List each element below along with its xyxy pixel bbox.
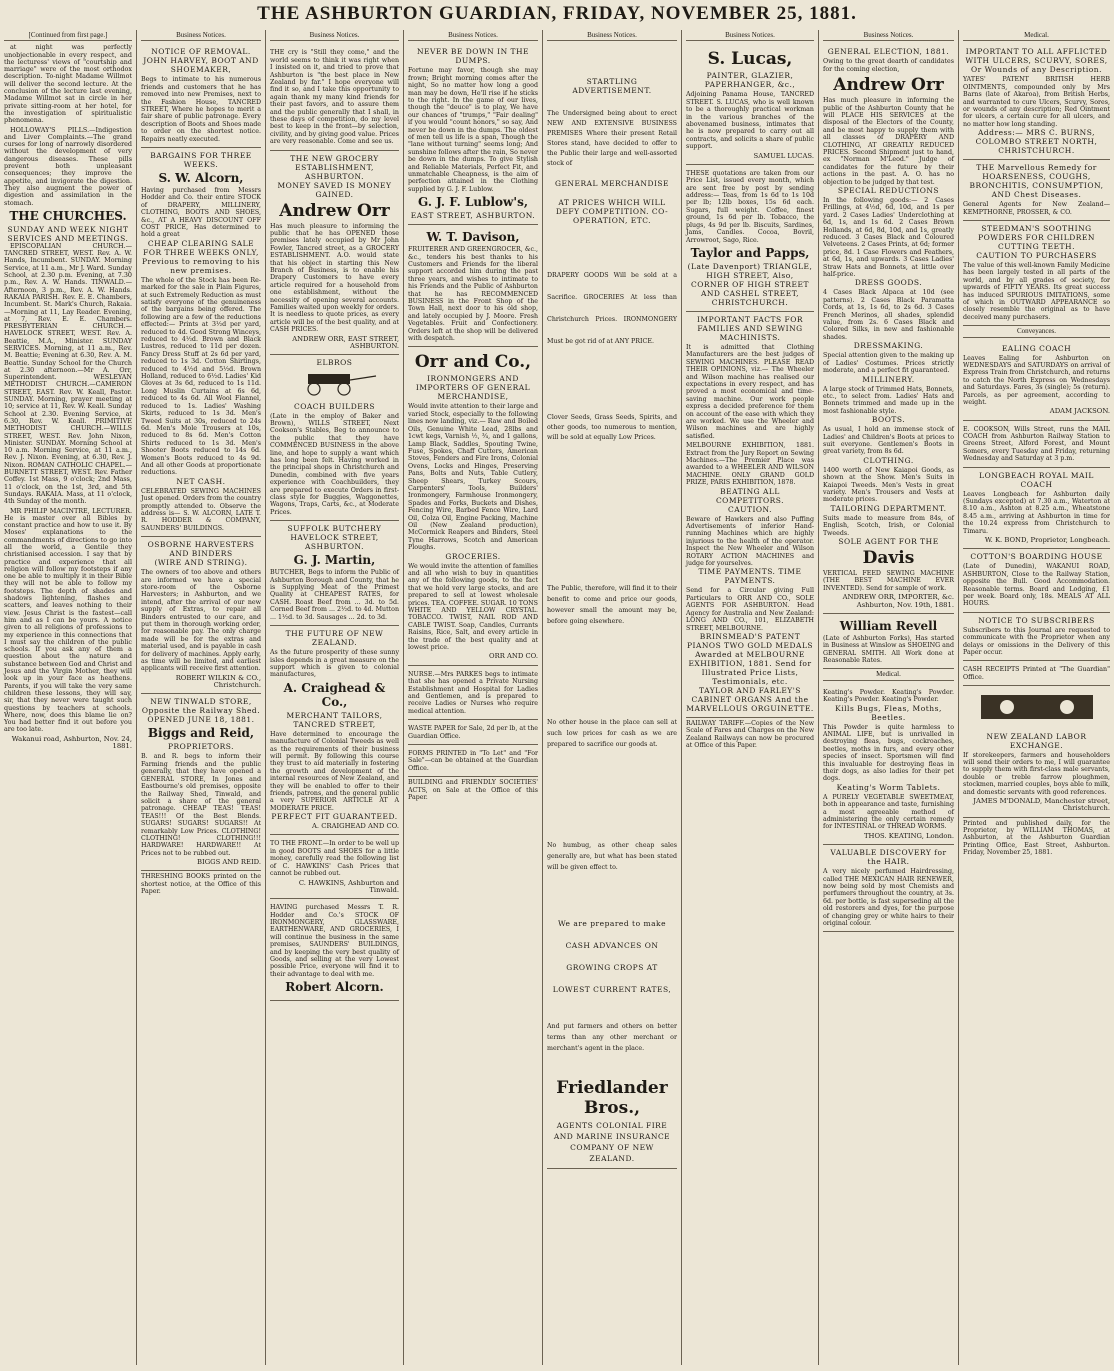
ad-friedlander [547,44,677,1169]
ad-elbros [270,355,399,521]
ad-longbeach [963,468,1110,550]
ad-subheading: Kills Bugs, Fleas, Moths, Beetles. [835,703,942,722]
ad-forms [408,745,538,777]
ad-heading: CLOTHING. [863,455,914,465]
ad-subheading: AT PRICES WHICH WILL DEFY COMPETITION. CO-OPERATION, ETC. [555,198,669,226]
ad-body: Has much pleasure in informing the public of the Ashburton County that he will PLACE HIS SERVICES at the disposal of the Electors of the County, and be most happy to supply them with all classes of DRAPERY AND CLOTHING, AT GREATLY REDUCED PRICES. Second Shipment just to hand, ex "Norman M'Leod." Judge of candidates for the future by their actions in the past. A. O. has no objection to be judged by that test. [823,97,954,186]
ad-name: Davis [862,548,915,569]
ad-body: As usual, I hold an immense stock of Ladies' and Children's Boots at prices to suit everyone. Gentlemen's Boots in great variety, from 8s 6d. [823,426,954,456]
column-2 [137,30,266,1365]
ad-subheading: Address:— MRS C. BURNS, COLOMBO STREET NORTH, CHRISTCHURCH. [975,128,1098,156]
ad-railway: RAILWAY TARIFF.—Copies of the New Scale of Fares and Charges on the New Zealand Railways can now be procured at Office of this Paper. [686,719,814,750]
ad-heading: BOOTS. [871,415,906,425]
ad-body: This Powder is quite harmless to ANIMAL LIFE, but is unrivalled in destroying fleas, bugs, cockroaches, beetles, moths in furs, and every other species of insect. Sportsmen will find this invaluable for destroying fleas in their dogs, as also ladies for their pet dogs. [823,723,954,783]
ad-title: BARGAINS FOR THREE WEEKS. [150,150,252,169]
ad-subheading: (Late Davenport) TRIANGLE, HIGH STREET, Also, CORNER OF HIGH STREET AND CASHEL STREET, CHRISTCHURCH. [687,261,813,307]
signature: JAMES M'DONALD, Manchester street, Christchurch. [973,797,1110,813]
ad-name: Robert Alcorn. [285,980,384,995]
article-text: at night was perfectly unobjectionable in every respect, and the lecturess' views of "courtship and marriage" were of the most orthodox description. To-night Madame Willmot will deliver the second lecture. At the conclusion of the lecture last evening, Madame Willmot sat in circle in her private sitting-room at her hotel, for the investigation of spiritualistic phenomena. [4,43,132,125]
ad-body: E. COOKSON, Wills Street, runs the MAIL COACH from Ashburton Railway Station to Greens Street, Alford Forest, and Mount Somers, every Tuesday and Friday, returning Wednesday and Saturday at 3 p.m. [963,425,1110,463]
ad-body: A PURELY VEGETABLE SWEETMEAT, both in appearance and taste, furnishing a most agreeable method of administering the only certain remedy for INTESTINAL or THREAD WORMS. [823,793,954,831]
ad-body: Send for a Circular giving Full Particulars to ORR AND CO., SOLE AGENTS FOR ASHBURTON. Head Agency for Australia and New Zealand: LONG AND CO., 101, ELIZABETH STREET, MELBOURNE. [686,587,814,632]
ad-body: MELBOURNE EXHIBITION, 1881. Extract from the Jury Report on Sewing Machines.—The Premier Place was awarded to a WHEELER AND WILSON MACHINE. ONLY GRAND GOLD PRIZE, PARIS EXHIBITION, 1878. [686,442,814,487]
ad-heading: TAILORING DEPARTMENT. [830,503,947,513]
ad-body: FRUITERER AND GREENGROCER, &c., &c., tenders his best thanks to his Customers and Friends for the liberal support accorded him during the past three years, and wishes to intimate to his Friends and the Public of Ashburton that he has RECOMMENCED BUSINESS in the Front Shop of the Town Hall, next door to his old shop, and lately occupied by J. Moore. Fresh Vegetables. Fruit and Confectionery. Orders left at the shop will be delivered with despatch. [408,246,538,343]
column-5 [543,30,682,1365]
ad-body: Have determined to encourage the manufacture of Colonial Tweeds as well as the requirements of their business will permit. By following this course they trust to aid materially in fostering the growth and development of the internal resources of New Zealand, and they will be enabled to offer to their friends, patrons, and the general public a very SUPERIOR ARTICLE AT A MODERATE PRICE. [270,730,399,812]
ad-body: Beware of Hawkers and also Puffing Advertisements of inferior Hand-running Machines which are highly injurious to the health of the operator. Inspect the New Wheeler and Wilson ROTARY ACTION MACHINES and judge for yourselves. [686,515,814,568]
ad-subheading: AGENTS COLONIAL FIRE AND MARINE INSURANCE COMPANY OF NEW ZEALAND. [553,1121,671,1164]
ad-heading: DRESS GOODS. [854,278,923,288]
column-header: Business Notices. [408,30,538,41]
ad-body: Owing to the great dearth of candidates for the coming election, [823,58,954,73]
column-3 [266,30,404,1365]
signature: BIGGS AND REID. [197,858,261,867]
ad-heading: SOLE AGENT FOR THE [838,537,939,547]
ad-heading: MILLINERY. [862,374,915,384]
ad-body: DRAPERY GOODS Will be sold at a Sacrifice. GROCERIES At less than Christchurch Prices. IRONMONGERY Must be got rid of at ANY PRICE. [547,272,677,346]
ad-heading: CHEAP CLEARING SALE [147,238,255,248]
ad-body: The owners of too above and others are informed we have a special store-room of the Osborne Harvesters; in Ashburton, and we intend, after the arrival of our new supply of Extras, to repair all Binders entrusted to our care, and put them in thorough working order, for reasonable pay. The only charge made will be for the extras and material used, and is payable in cash for delivery of machines. Apply early, as time will be limited, and earliest applicants will receive first attention. [141,569,261,673]
ad-cookson [963,421,1110,468]
ad-subheading: FOR THREE WEEKS ONLY, Previous to removing to his new premises. [142,247,260,275]
ad-body: The Undersigned being about to erect NEW AND EXTENSIVE BUSINESS PREMISES Where their present Retail Stores stand, have decided to offer to the Public their large and well-assorted stock of [547,110,677,168]
ad-lublow [408,44,538,225]
ad-name: S. Lucas, [707,49,793,70]
ad-body: (Late of Ashburton Forks), Has started in Business at Winslow as SHOEING and GENERAL SMITH. All Work done at Reasonable Rates. [823,634,954,665]
ad-body: Would invite attention to their large and varied Stock, especially to the following lines now landing, viz.— Raw and Boiled Oils, Genuine White Lead, 28lbs and 1cwt kegs, Varnish ½, ¾, and 1 gallons, Lamp Black, Saddles, Spouting Twine, Fuse, Spokes, Chaff Cutters, American Stoves, Fenders and Fire Irons, Colonial Ovens, Locks and Hinges, Preserving Pans, Bolts and Nuts, Table Cutlery, Sheep Shears, Turkey Scours, Carpenters' Tools, Builders' Ironmongery, Farmhouse Ironmongery, Spades and Forks, Buckets and Dishes, Fencing Wire, Barbed Fence Wire, Lard Oil, Colza Oil, Engine Packing, Machine Oil (New Zealand production), McCormick Reapers and Binders, Steel Tyne Harrows, Scotch and American Ploughs. [408,403,538,552]
ad-craighead [270,626,399,835]
column-4 [404,30,543,1365]
signature: ANDREW ORR, EAST STREET, ASHBURTON. [292,334,399,350]
ad-body: The whole of the Stock has been Re-marked for the sale in Plain Figures, at such Extremely Reduction as must satisfy everyone of the genuineness of the bargains being offered. The following are a few of the reductions effected:— Prints at 3½d per yard, reduced to 4d. Good Strong Winceys, reduced to 4½d. Brown and Black Lustres, reduced to 11d per dozen. Fancy Dress Stuff at 2s 6d per yard, reduced to 1s 3d. Cotton Shirtings, reduced to 4½d and 5½d. Brown Holland, reduced to 6½d. Ladies' Kid Gloves at 3s 6d, reduced to 1s 11d. Long Muslin Curtains at 6s 6d, reduced to 4s 6d. All Wool Flannel, reduced to 1s. Ladies' Washing Skirts, reduced to 1s 3d. Men's Tweed Suits at 30s, reduced to 24s 6d. Men's Mole Trousers at 10s, reduced to 8s 6d. Men's Cotton Shirts reduced to 1s 3d. Men's Shooter Boots reduced to 14s 6d. Women's Boots reduced to 4s 9d. And all other Goods at proportionate reductions. [141,276,261,477]
ad-title: NEW TINWALD STORE, [150,697,252,707]
ad-title: STARTLING ADVERTISEMENT. [572,77,652,96]
article-text: HOLLOWAY'S PILLS.—Indigestion and Liver Complaints.—The grand curses for long of narrowly disordered without the development of very dangerous diseases. These pills prevent both unpleasant consequences; they improve the appetite, and invigorate the digestion. They also augment the power of digestion and assimilation in the stomach. [4,125,132,207]
ad-body: And put farmers and others on better terms than any other merchant or merchant's agent in the place. [547,1023,677,1053]
ad-heading: PERFECT FIT GUARANTEED. [271,812,398,822]
ad-tinwald [141,694,261,871]
ad-title: THE Marvellous Remedy for HOARSENESS, COUGHS, BRONCHITIS, CONSUMPTION, AND Chest Diseases. [969,163,1104,200]
ad-subheading: MERCHANT TAILORS, TANCRED STREET, [286,710,383,729]
ad-body: A large stock of Trimmed Hats, Bonnets, etc., to select from. Ladies' Hats and Bonnets trimmed and made up in the most fashionable style. [823,385,954,415]
ad-alcorn-iron [270,899,399,1001]
ad-name: G. J. F. Lublow's, [418,195,528,210]
ad-hair [823,845,954,932]
ad-body: As the future prosperity of these sunny isles depends in a great measure on the support which is given to colonial manufactures, [270,649,399,679]
ad-subscribers [963,613,1110,662]
signature: ORR AND CO. [489,652,538,661]
column-header: Business Notices. [686,30,814,41]
column-7 [819,30,959,1365]
ad-receipts [963,661,1110,686]
ad-body: Having purchased from Messrs Hodder and Co. their entire STOCK of DRAPERY, MILLINERY, CLOTHING, BOOTS AND SHOES, &c., AT A HEAVY DISCOUNT OFF COST PRICE, Has determined to hold a great [141,186,261,239]
ad-body: WASTE PAPER for Sale, 2d per lb, at the Guardian Office. [408,725,538,740]
ad-body: CELEBRATED SEWING MACHINES Just opened. Orders from the country promptly attended to. Observe the address is— S. W. ALCORN, LATE T. R. HODDER & COMPANY, SAUNDERS' BUILDINGS. [141,487,261,532]
ad-orr-election [823,44,954,614]
ad-title: NOTICE OF REMOVAL. [151,47,251,57]
ad-name: Friedlander Bros., [556,1078,668,1119]
column-8 [959,30,1114,1365]
ad-yates [963,44,1110,160]
column-header: [Continued from first page.] [4,30,132,41]
ad-name: Orr and Co., [414,352,532,373]
ad-title: GENERAL ELECTION, 1881. [827,47,950,57]
ad-body: THE cry is "Still they come," and the world seems to think it was right when I insisted on it, and tried to prove that Ashburton is "the best place in New Zealand by far." I hope everyone will find it so, and I take this opportunity to again thank my many kind friends for their past favors, and to assure them and the public generally that I shall, in these days of competition, do my level best to keep in the front—by selection, civility, and by giving good value. Prices are very reasonable. Come and see us. [270,49,399,146]
ad-body: If storekeepers, farmers and householders will send their orders to me, I will guarantee to supply them with first-class male servants, double or treble farrow ploughmen, stockmen, married couples, boys able to milk, and domestic servants with good references. [963,751,1110,796]
labor-exchange-illustration [963,689,1110,725]
ad-heading: BEATING ALL COMPETITORS. [715,486,785,505]
ad-alcorn [141,148,261,537]
ad-ealing [963,341,1110,421]
ad-title: IMPORTANT FACTS FOR FAMILIES AND SEWING MACHINISTS. [696,314,804,342]
ad-orrco [408,347,538,665]
signature: W. K. BOND, Proprietor, Longbeach. [984,536,1110,545]
ad-subheading: IRONMONGERS AND IMPORTERS OF GENERAL MERCHANDISE, [415,374,531,402]
ad-title: OSBORNE HARVESTERS AND BINDERS [147,540,255,559]
ad-body: (Late of Dunedin), WAKANUI ROAD, ASHBURTON, Close to the Railway Station, opposite the Bull. Good Accommodation. Reasonable terms. Board and Lodging, £1 per week. Board only, 18s. MEALS AT ALL HOURS. [963,563,1110,608]
ad-title: EALING COACH [1001,343,1072,353]
section-title: THE CHURCHES. [9,208,127,223]
ad-title: LONGBEACH ROYAL MAIL COACH [979,470,1094,489]
ad-subheading: EAST STREET, ASHBURTON. [410,211,536,221]
ad-name: G. J. Martin, [293,553,376,568]
ad-title: IMPORTANT TO ALL AFFLICTED WITH ULCERS, SCURVY, SORES, Or Wounds of any Description. [965,47,1108,75]
ad-title: SUFFOLK BUTCHERY [287,524,382,534]
ad-body: YATES' PATENT BRITISH HERB OINTMENTS, compounded only by Mrs Barns (late of Akaroa), from British Herbs, and warranted to cure Ulcers, Scurvy, Sores, or wounds of any description; Red Ointment for ulcers, a certain cure for all ulcers, and no matter how long standing. [963,76,1110,128]
column-6 [682,30,819,1365]
ad-title: COTTON'S BOARDING HOUSE [970,552,1103,562]
ad-heading: NET CASH. [176,476,226,486]
ad-heading: TIME PAYMENTS. TIME PAYMENTS. [698,567,802,586]
ad-taylor-papps [686,165,814,312]
ad-nurse [408,666,538,720]
ad-body: The value of this well-known Family Medicine has been largely tested in all parts of the world, and by all grades of society, for upwards of FIFTY YEARS. Its great success has induced SPURIOUS IMITATIONS, some of which in OUTWARD APPEARANCE so closely resemble the original as to have deceived many purchasers. [963,261,1110,321]
ad-body: TO THE FRONT.—In order to be well up in good BOOTS and SHOES for a little money, carefully read the following list of C. HAWKINS' Cash Prices that cannot be rubbed out. [270,840,399,878]
ad-keating [823,684,954,845]
ad-name: Biggs and Reid, [147,726,255,741]
ad-body: It is admitted that Clothing Manufacturers are the best judges of SEWING MACHINES. PLEASE READ THEIR OPINIONS, viz.— The Wheeler and Wilson machine has realised our expectations in every respect, and has proved a most economical and time-saving machine. Our work people express a decided preference for them on account of the ease with which they are worked. We use the Wheeler and Wilson machines and are highly satisfied. [686,343,814,440]
ad-davison [408,225,538,347]
ad-subheading: COACH BUILDERS [293,401,375,411]
masthead: THE ASHBURTON GUARDIAN, FRIDAY, NOVEMBER 25, 1881. [257,3,857,24]
ad-subheading: Opposite the Railway Shed. OPENED JUNE 18, 1881. [141,706,261,725]
ad-body: We would invite the attention of families and all who wish to buy in quantities any of the following goods, to the fact that we hold very large stocks, and are prepared to sell at lowest wholesale prices. TEA. COFFEE. SUGAR. 10 TONS WHITE AND YELLOW CRYSTAL. TOBACCO. TWIST, NAIL ROD AND CABLE TWIST. Soap, Candles, Currants Raisins, Rice, Salt, and every article in the trade of the best quality and at lowest price. [408,562,538,652]
ad-body: No humbug, as other cheap sales generally are, but what has been stated will be given effect to. [547,842,677,872]
ad-title: THE FUTURE OF NEW ZEALAND. [285,629,384,648]
column-1 [0,30,137,1365]
ad-labor [963,729,1110,818]
section-header: Conveyances. [963,326,1110,337]
column-header: Business Notices. [547,30,677,41]
ad-body: Fortune may favor, though she may frown; Bright morning comes after the night, So no matter how long a good man may be down, He'll rise if he sticks to the right. In the game of our lives, though the "deuce" is to play, We have our chances of "trumps," "Fair dealing" if you would "count honors," so say, And never be down in the dumps. The oldest of men tell us life is a span, Though the "lane without turning" seems long; And sunshine follows after the rain, So never be down in the dumps. To give Stylish and Reliable Materials, Perfect Fit, and unmatchable Cheapness, is the aim of perfection attained in the Clothing supplied by G. J. F. Lublow. [408,67,538,193]
ad-subheading: MONEY SAVED IS MONEY GAINED. [277,180,392,199]
ad-title: NEW ZEALAND LABOR EXCHANGE. [986,731,1087,750]
ad-title: THE NEW GROCERY ESTABLISHMENT, ASHBURTON. [290,153,379,181]
ad-name: William Revell [839,618,938,633]
ad-body: Keating's Powder. Keating's Powder. Keating's Powder. Keating's Powder. [823,688,954,704]
ad-title: ELBROS [316,358,353,368]
signature: ADAM JACKSON. [1049,407,1110,416]
ad-body: CASH RECEIPTS Printed at "The Guardian" Office. [963,666,1110,681]
ad-threshing: THRESHING BOOKS printed on the shortest notice, at the Office of this Paper. [141,873,261,896]
ad-building: BUILDING and FRIENDLY SOCIETIES' ACTS, on Sale at the Office of this Paper. [408,779,538,802]
ad-subheading: (WIRE AND STRING). [154,558,248,568]
ad-hawkins [270,835,399,899]
ad-name: Taylor and Papps, [690,245,810,260]
imprint: Printed and published daily, for the Proprietor, by WILLIAM THOMAS, at Ashburton, at the Ashburton Guardian Printing Office, East Street, Ashburton. Friday, November 25, 1881. [963,819,1110,857]
signature: ANDREW ORR, IMPORTER, &c. Ashburton, Nov. 19th, 1881. [842,593,954,609]
ad-body: General Agents for New Zealand— KEMPTHORNE, PROSSER, & CO. [963,201,1110,216]
ad-heading: CAUTION TO PURCHASERS [976,250,1097,260]
ad-body: BUTCHER, Begs to inform the Public of Ashburton Borough and County, that he is Supplying Meat of the Primest Quality at CHEAPEST RATES, for CASH. Roast Beef from ... 3d. to 5d. Corned Beef from ... 2½d. to 4d. Mutton ... 1½d. to 3d. Sausages ... 2d. to 3d. [270,569,399,621]
ad-suffolk [270,521,399,626]
ad-body: NURSE.—Mrs PARKES begs to intimate that she has opened a Private Nursing Establishment and Hospital for Ladies and Gentlemen, and is prepared to receive Ladies or Nurses who require medical attention. [408,670,538,715]
ad-body: Clover Seeds, Grass Seeds, Spirits, and other goods, too numerous to mention, will be sold at equally Low Prices. [547,414,677,442]
ad-revell [823,614,954,670]
ad-sewing [686,312,814,718]
signature: THOS. KEATING, London. [864,831,954,840]
services-list: EPISCOPALIAN CHURCH.—TANCRED STREET, WEST. Rev. A. W. Hands, Incumbent. SUNDAY. Morning Service, at 11 a.m., Mr J. Ward. Sunday School, at 2.30 p.m. Evening, at 7.30 p.m., Rev. A. W. Hands. TINWALD.—Afternoon, 3 p.m., Rev. A. W. Hands. RAKAIA PARISH. Rev. E. E. Chambers, Incumbent. St. Mark's Church, Rakaia.—Morning at 11, Lay Reader. Evening, at 7, Rev. E. E. Chambers. PRESBYTERIAN CHURCH.—HAVELOCK STREET, WEST. Rev. A. Beattie, M.A., Minister. SUNDAY SERVICES. Morning, at 11 a.m., Rev. M. Beattie; Evening at 6.30, Rev. A. M. Beattie. Sunday School for the Church at 2.30 afternoon.—Mr A. Orr, Superintendent. WESLEYAN METHODIST CHURCH.—CAMERON STREET, EAST. Rev. W. Keall, Pastor. SUNDAY. Morning, prayer meeting at 10; service at 11, Rev. W. Keall. Sunday School at 2.30. Evening Service, at 6.30, Rev. W. Keall. PRIMITIVE METHODIST CHURCH.—WILLS STREET, WEST. Rev. John Nixon, Minister. SUNDAY. Morning School at 10 a.m. Morning Service, at 11 a.m., Rev. J. Nixon. Evening, at 6.30, Rev. J. Nixon. ROMAN CATHOLIC CHAPEL.—BURNETT STREET, WEST. Rev. Father Coffey. 1st Mass, 9 o'clock; 2nd Mass, 11 o'clock, on the 1st, 3rd, and 5th Sundays. RAKAIA. Mass, at 11 o'clock, 4th Sunday of the month. [4,241,132,506]
section-subtitle: SUNDAY AND WEEK NIGHT SERVICES AND MEETINGS. [7,224,129,243]
column-header: Business Notices. [823,30,954,41]
ad-remedy [963,160,1110,221]
ad-body: No other house in the place can sell at such low prices for cash as we are prepared to sacrifice our goods at. [547,719,677,749]
ad-orr-grocery [270,151,399,356]
ad-body: Leaves Ealing for Ashburton on WEDNESDAYS and SATURDAYS on arrival of Express Train from Christchurch, and returns to catch the North Express on Wednesdays and Saturdays. Fares, 3s (single); 5s (return). Parcels, as per agreement, according to weight. [963,354,1110,406]
ad-heading: GROCERIES. [445,551,501,561]
ad-heading: SPECIAL REDUCTIONS [837,185,940,195]
signature: C. HAWKINS, Ashburton and Tinwald. [298,878,399,894]
ad-heading: GENERAL MERCHANDISE [554,179,670,189]
ad-body: Suits made to measure from 84s, of English, Scotch, Irish, or Colonial Tweeds. [823,514,954,537]
ad-body: VERTICAL FEED SEWING MACHINE (THE BEST MACHINE EVER INVENTED). Send for sample of work. [823,570,954,592]
ad-name: W. T. Davison, [426,230,520,245]
ad-subheading: PROPRIETORS. [167,742,235,752]
ad-steedman [963,221,1110,326]
ad-body: 4 Cases Black Alpaca at 10d (see patterns). 2 Cases Black Paramatta Cords, at 1s, 1s 6d, to 2s 6d. 3 Cases French Merinos, all shades, splendid value, from 2s. 6 Cases Black and Colored Silks, in new and fashionable shades. [823,289,954,341]
column-header: Business Notices. [141,30,261,41]
ad-name: Andrew Orr [833,75,944,96]
ad-subheading: PAINTER, GLAZIER, PAPERHANGER, &c., [704,71,796,90]
column-header: Business Notices. [270,30,399,41]
carriage-illustration [270,370,399,398]
ad-body: 1400 worth of New Kaiapoi Goods, as shown at the Show. Men's Suits in Kaiapoi Tweeds. Men's Vests in great variety. Men's Trousers and Vests at moderate prices. [823,466,954,504]
ad-body: THESE quotations are taken from our Price List, issued every month, which are sent free by post by sending address:— Teas, from 1s 6d to 1s 10d per lb; 12lb boxes, 15s 6d each. Sugars, full weight. Coffee, finest ground, 1s 6d per lb. Tobacco, the plugs, 4s 9d per lb. Biscuits, Sardines, Jams, Candles. Cocoa, Bovril, Arrowroot, Sago, Rice. [686,169,814,244]
ad-body: Has much pleasure to informing the public that he has OPENED those premises lately occupied by Mr John Fowler, Tancred street, as a GROCERY ESTABLISHMENT. A.O. would state that his object in starting this New Branch of Business, is to enable his Drapery Customers to have every article required for a household from one establishment, without the necessity of opening several accounts. Families waited upon weekly for orders. It is needless to quote prices, as every article will be of the best quality, and at CASH PRICES. [270,222,399,334]
ad-name: S. W. Alcorn, [158,170,244,185]
section-header: Medical. [823,669,954,680]
ad-cotton [963,549,1110,612]
ad-lucas [686,44,814,165]
ad-body: B. and R. begs to inform their Farming friends and the public generally, that they have opened a GENERAL STORE, In Jones and Eastbourne's old premises, opposite the Railway Shed, Tinwald, and solicit a share of the general patronage. CHEAP TEAS! TEAS! TEAS!!! Of the Best Blends. SUGARS! SUGARS! SUGARS!! At remarkably Low Prices. CLOTHING! CLOTHING! CLOTHING!!! HARDWARE! HARDWARE!! At Prices not to be rubbed out. [141,753,261,857]
ad-name: JOHN HARVEY, BOOT AND SHOEMAKER, [143,56,259,75]
ad-body: A very nicely perfumed Hairdressing, called THE MEXICAN HAIR RENEWER, now being sold by most Chemists and perfumers throughout the country, at 3s. 6d. per bottle, is fast superseding all the old restorers and dyes, for the purpose of changing grey or white hairs to their original colour. [823,868,954,927]
ad-body: HAVING purchased Messrs T. R. Hodder and Co.'s STOCK OF IRONMONGERY, GLASSWARE, EARTHENWARE, AND GROCERIES, I will continue the business in the same premises, SAUNDERS' BUILDINGS, and by keeping the very best quality of Goods, and selling at the very Lowest possible Price, everyone will find it to their advantage to deal with me. [270,904,399,978]
ad-cry [270,44,399,150]
signature: SAMUEL LUCAS. [753,151,814,160]
ad-heading: We are prepared to make CASH ADVANCES ON GROWING CROPS AT LOWEST CURRENT RATES, [552,919,672,995]
ad-waste [408,720,538,745]
ad-body: In the following goods:— 2 Cases Frillings, at 4½d, 6d, 10d, and 1s per yard. 2 Cases Ladies' Underclothing at 6d, 1s, and 1s 6d. 2 Cases Brown Hollands, at 6d, 8d, 10d, and 1s, greatly reduced. 3 Cases Black and Coloured Velveteens. 2 Cases Prints, at 6d; former price, 8d. 1 Case Flowers and Feathers, at 6d, 1s, and upwards. 3 Cases Ladies' Straw Hats and Bonnets, at little over half-price. [823,196,954,279]
ad-removal [141,44,261,148]
ad-title: STEEDMAN'S SOOTHING POWDERS FOR CHILDREN CUTTING TEETH. [978,223,1095,251]
ad-name: Andrew Orr [279,200,390,221]
ad-heading: TAYLOR AND FARLEY'S CABINET ORGANS And the MARVELLOUS ORGUINETTE. [686,685,814,713]
ad-heading: DRESSMAKING. [853,341,924,351]
ad-title: NEVER BE DOWN IN THE DUMPS. [416,47,530,66]
ad-body: FORMS PRINTED in "To Let" and "For Sale"—can be obtained at the Guardian Office. [408,750,538,772]
ad-body: (Late in the employ of Baker and Brown), WILLS STREET, Next Cookson's Stables, Beg to announce to the public that they have COMMENCED BUSINESS in the above line, and hope to supply a want which has long been felt. Having worked in the principal shops in Christchurch and Dunedin, combined with five years experience with Coachbuilders, they are prepared to execute Orders in first-class style for Buggies, Waggonettes, Wagons, Traps, Carts, &c., at Moderate Prices. [270,412,399,516]
column-header: Medical. [963,30,1110,41]
ad-heading: Keating's Worm Tablets. [836,782,941,792]
signature: Wakanui road, Ashburton, Nov. 24, 1881. [11,734,132,751]
ad-title: VALUABLE DISCOVERY for the HAIR. [830,848,947,867]
ad-title: NOTICE TO SUBSCRIBERS [978,615,1095,625]
ad-body: Leaves Longbeach for Ashburton daily (Sundays excepted) at 7.30 a.m., Waterton at 8.10 a.m., Ashton at 8.25 a.m., Wheatstone 8.45 a.m., arriving at Ashburton in time for the 10.24 express from Christchurch to Timaru. [963,490,1110,535]
ad-name: A. Craighead & Co., [283,680,386,709]
ad-body: Special attention given to the making up of Ladies' Costumes. Prices strictly moderate, and a perfect fit guaranteed. [823,352,954,375]
signature: A. CRAIGHEAD AND CO. [312,822,399,831]
ad-body: Adjoining Panama House, TANCRED STREET. S. LUCAS, who is well known to be a thoroughly practical workman in the various branches of the abovenamed business, intimates that he is now prepared to carry out all contracts, and solicits a share of public support. [686,91,814,151]
ad-body: Subscribers to this Journal are requested to communicate with the Proprietor when any delays or omissions in the Delivery of this Paper occur. [963,626,1110,657]
lecture-text: MR PHILIP MACINTRE, LECTURER. He is master over all Bibles by constant practice and how to use it. By Moses' explanations to the commandments of directions to go into all the world, a Gentile they christianised accession. I say that by practice and experience that all religion will follow my footsteps if any one be able to multiply it in their Bible they will not be able to follow my footsteps. The depth of shades and shadows lightening, flashes and scatters, and leaves nothing to their view. Jesus Christ is the fastest—call him and as I can be yours. A notice given to all religions of professions to my experience in this connections that I must say the children of the public schools. If you ask any of them a question about the nature and substance between God and Christ and Jesus and the Virgin Mother, they will look up in your face as heathens. Parents, if you will take the very same children these lessons, they will say, sir, that they never were taught such questions by teachers at schools. Where, now, does this blame lie on? You had better find it out before you are too late. [4,506,132,734]
ad-body: The Public, therefore, will find it to their benefit to come and price our goods, however small the amount may be, before going elsewhere. [547,585,677,626]
ad-body: Begs to intimate to his numerous friends and customers that he has removed into new Premises, next to the Fashion House, TANCRED STREET, Where he hopes to merit a fair share of public patronage. Every description of Boots and Shoes made to order on the shortest notice. Repairs neatly executed. [141,76,261,143]
ad-heading: BRINSMEAD'S PATENT PIANOS TWO GOLD MEDALS Awarded at MELBOURNE EXHIBITION, 1881. Send for Illustrated Price Lists, Testimonials, etc. [686,631,814,686]
signature: ROBERT WILKIN & CO., Christchurch. [175,673,261,690]
ad-osborne [141,537,261,694]
ad-heading: CAUTION. [727,504,773,514]
ad-subheading: HAVELOCK STREET, ASHBURTON. [290,533,379,552]
